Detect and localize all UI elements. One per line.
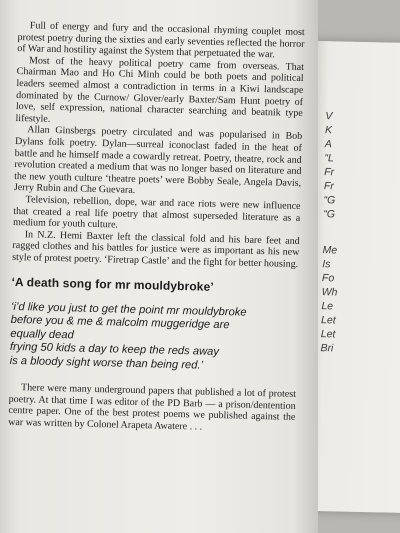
article-text xyxy=(8,20,305,435)
right-fragment: Fr xyxy=(324,166,335,179)
poem-line: ‘i’d like you just to get the point mr mouldybroke xyxy=(10,300,247,319)
right-fragment: Wh xyxy=(321,286,338,299)
right-fragment: Le xyxy=(321,300,334,313)
closing-paragraph: There were many underground papers that published a lot of protest poetry. At that time I was editor of the PD Barb — a prison/dentention centre paper. One of the best protest poems we published against the war was written by Colonel Arapeta Awatere . . . xyxy=(8,382,297,433)
right-fragment: V xyxy=(325,110,333,123)
poem-line: before you & me & malcolm muggeridge are xyxy=(10,314,230,332)
poem-line: equally dead xyxy=(10,327,74,342)
right-fragment: “L xyxy=(324,152,334,165)
poem-title: ‘A death song for mr mouldybroke’ xyxy=(11,275,214,295)
paragraph: In N.Z. Hemi Baxter left the classical fold and his bare feet and ragged clothes and his battles for justice were as important as his new style of protest poetry. ‘Firetrap Castle’ and the fight for better housing. xyxy=(12,228,300,270)
right-fragment: “G xyxy=(323,194,336,207)
paragraph: Full of energy and fury and the occasional rhyming couplet most protest poetry during the sixties and early seventies reflected the horror of War and hostility against the System that perpetuated the war. xyxy=(17,20,305,61)
paragraph: Most of the heavy political poetry came from overseas. That Chairman Mao and Ho Chi Minh could be both poets and political leaders seemed almost a contradiction in terms in a Kiwi landscape dominated by the Curnow/ Glover/early Baxter/Sam Hunt poetry of love, self expression, national character searching and beatnik type lifestyle. xyxy=(15,55,305,125)
poem xyxy=(9,301,298,375)
poem-line: frying 50 kids a day to keep the reds away xyxy=(9,341,220,359)
right-fragment: Me xyxy=(322,244,338,257)
right-fragment: “G xyxy=(323,208,336,221)
right-page-fragments xyxy=(320,109,341,355)
right-fragment: Fo xyxy=(321,272,335,285)
right-fragment: Let xyxy=(320,328,336,341)
right-fragment: K xyxy=(324,124,333,137)
right-fragment: Bri xyxy=(320,342,334,355)
right-fragment: Fr xyxy=(323,180,334,193)
paragraph: Television, rebellion, dope, war and race riots were new influence that created a real life poetry that almost superseded literature as a medium for youth culture. xyxy=(12,194,301,231)
right-fragment: Let xyxy=(320,314,336,327)
right-fragment: Is xyxy=(322,258,331,271)
poem-line: is a bloody sight worse than being red.’ xyxy=(9,354,204,372)
right-fragment: A xyxy=(324,138,332,151)
paragraph: Allan Ginsbergs poetry circulated and was popularised in Bob Dylans folk poetry. Dylan—surreal iconoclast faded in the heat of battle and he himself made a cowardly retreat. Poetry, theatre, rock and revolution created a medium that was no longer based on literature and the new youth culture ‘theatre poets’ were Bobby Seale, Angela Davis, Jerry Rubin and Che Guevara. xyxy=(13,124,303,197)
